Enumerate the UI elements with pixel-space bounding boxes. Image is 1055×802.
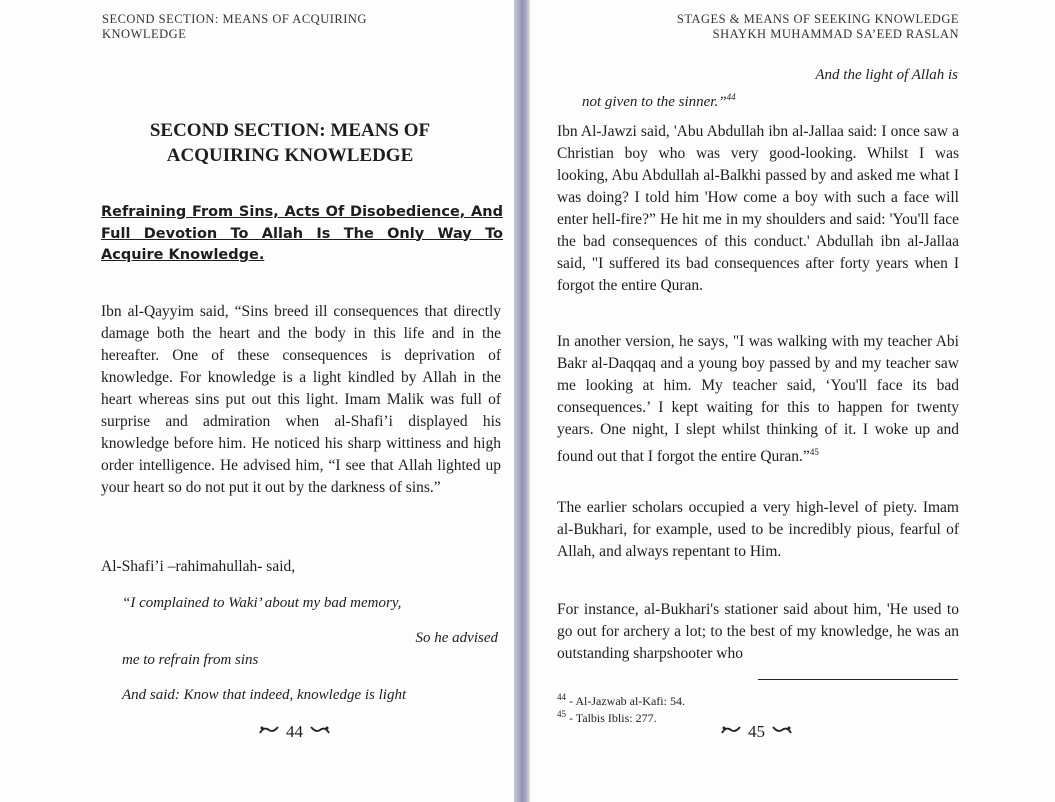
paragraph-another-version: In another version, he says, "I was walking with my teacher Abi Bakr al-Daqqaq and a young boy passed by and my teacher saw me looking at him. My teacher said, ‘You'll face its bad consequences.’ I kept waiting for this to happen for twenty years. One night, I slept whilst thinking of it. I woke up and found out that I forgot the entire Quran.”$^{45}$ [557,333,959,466]
running-head-right: STAGES & MEANS OF SEEKING KNOWLEDGE SHAYKH MUHAMMAD SA’EED RASLAN [676,12,959,41]
poem-line-3: me to refrain from sins [122,652,259,668]
poem-line-2: So he advised [415,630,498,646]
paragraph-shafii-said: Al-Shafi’i –rahimahullah- said, [101,558,296,575]
paragraph-earlier-scholars: The earlier scholars occupied a very high-level of piety. Imam al-Bukhari, for example, used to be incredibly pious, fearful of Allah, and always repentant to Him. [557,499,959,560]
poem-line-4: And said: Know that indeed, knowledge is light [122,687,407,703]
poem-line-5: And the light of Allah is [815,67,958,83]
footnote-ref-45: 45 [809,447,819,457]
footnote-44: $^{44}$ - Al-Jazwab al-Kafi: 54. [557,692,685,708]
paragraph-bukhari-stationer: For instance, al-Bukhari's stationer said about him, 'He used to go out for archery a lot; to the best of my knowledge, he was an outstanding sharpshooter who [557,601,959,662]
ornament-left-icon [258,724,280,741]
left-page [0,0,514,802]
footnote-separator [758,679,958,680]
right-page [530,0,1055,802]
chapter-title: SECOND SECTION: MEANS OF ACQUIRING KNOWLEDGE [149,120,431,166]
page-number-right: 45 [720,722,793,742]
footnote-ref-44: 44 [726,92,736,102]
section-subheading: Refraining From Sins, Acts Of Disobedience, And Full Devotion To Allah Is The Only Way To Acquire Knowledge. [101,204,503,263]
ornament-right-icon [309,724,331,741]
footnote-45: $^{45}$ - Talbis Iblis: 277. [557,709,657,725]
paragraph-ibn-jawzi: Ibn Al-Jawzi said, 'Abu Abdullah ibn al-Jallaa said: I once saw a Christian boy who was very good-looking. Whilst I was looking, Abu Abdullah al-Balkhi passed by and asked me what I was doing? I told him 'How come a boy with such a face will enter hell-fire?” He hit me in my shoulders and said: 'You'll face the bad consequences of this conduct.' Abdullah ibn al-Jallaa said, "I suffered its bad consequences after forty years when I forgot the entire Quran. [557,123,959,294]
running-head-left: SECOND SECTION: MEANS OF ACQUIRING KNOWLEDGE [102,12,367,41]
paragraph-ibn-qayyim: Ibn al-Qayyim said, “Sins breed ill consequences that directly damage both the heart and the body in this life and in the hereafter. One of these consequences is deprivation of knowledge. For knowledge is a light kindled by Allah in the heart whereas sins put out this light. Imam Malik was full of surprise and admiration when al-Shafi’i displayed his knowledge before him. He noticed his sharp wittiness and high order intelligence. He advised him, “I see that Allah lighted up your heart so do not put it out by the darkness of sins.” [101,303,501,496]
poem-line-6: not given to the sinner.”$^{44}$ [582,92,736,110]
book-gutter [514,0,530,802]
ornament-right-icon [771,724,793,741]
ornament-left-icon [720,724,742,741]
poem-line-1: “I complained to Waki’ about my bad memory, [122,595,402,611]
page-number-left: 44 [258,722,331,742]
